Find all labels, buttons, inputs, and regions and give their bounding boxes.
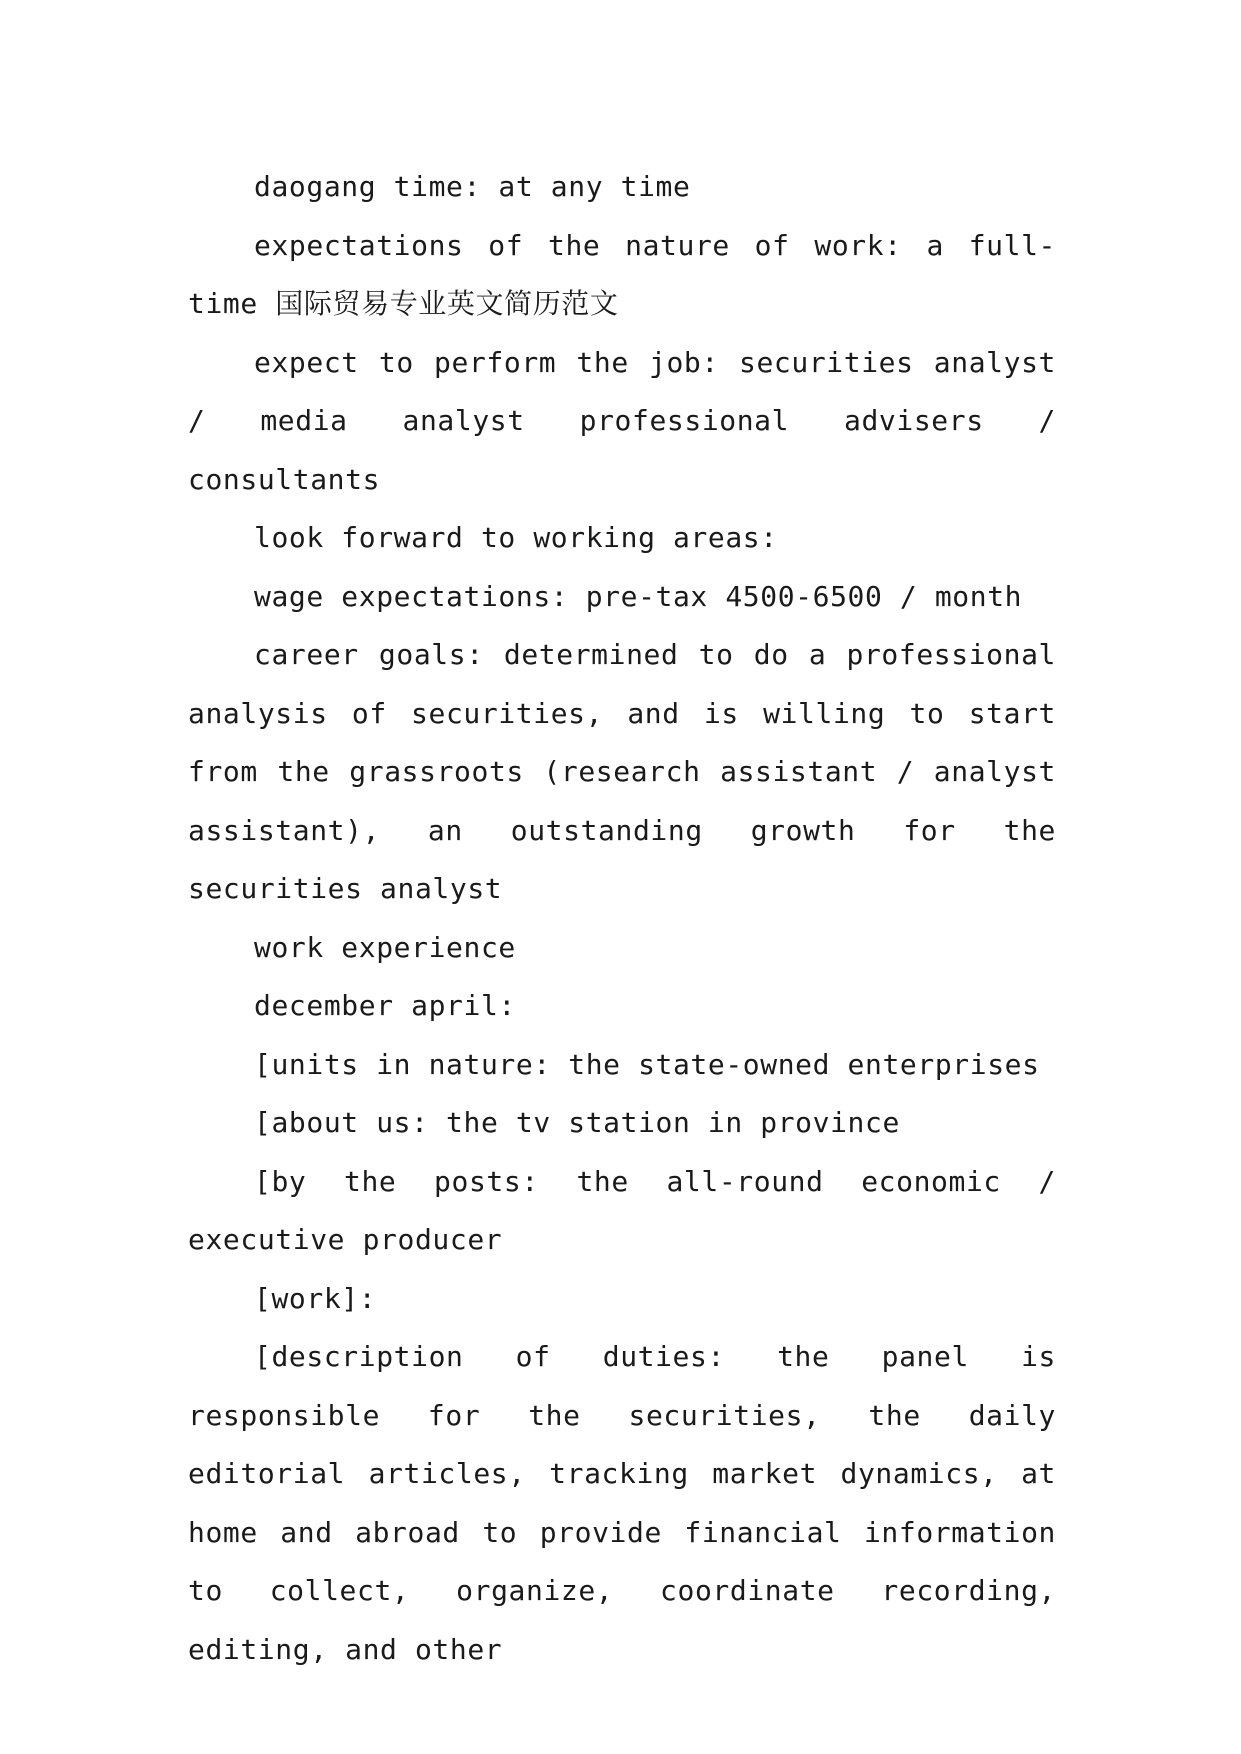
paragraph-period: december april: — [254, 989, 516, 1022]
paragraph-units-nature: [units in nature: the state-owned enterprises — [254, 1047, 1040, 1081]
paragraph-about-us: [about us: the tv station in province — [254, 1106, 900, 1139]
paragraph-working-areas: look forward to working areas: — [254, 521, 778, 554]
paragraph-daogang-time: daogang time: at any time — [254, 170, 691, 203]
document-body — [188, 158, 1056, 1679]
paragraph-work-nature: expectations of the nature of work: a full-time 国际贸易专业英文简历范文 — [188, 228, 1056, 320]
paragraph-work-experience-heading: work experience — [254, 930, 516, 964]
paragraph-expected-job: expect to perform the job: securities analyst / media analyst professional advisers / consultants — [188, 345, 1056, 496]
paragraph-duties-description: [description of duties: the panel is responsible for the securities, the daily editorial articles, tracking market dynamics, at home and abroad to provide financial information to collect, organize, coordinate recording, editing, and other — [188, 1340, 1056, 1666]
paragraph-career-goals: career goals: determined to do a professional analysis of securities, and is willing to start from the grassroots (research assistant / analyst assistant), an outstanding growth for the securities analyst — [188, 638, 1056, 905]
paragraph-posts: [by the posts: the all-round economic / executive producer — [188, 1164, 1056, 1256]
paragraph-wage-expectations: wage expectations: pre-tax 4500-6500 / month — [254, 579, 1023, 613]
paragraph-work: [work]: — [254, 1281, 377, 1315]
